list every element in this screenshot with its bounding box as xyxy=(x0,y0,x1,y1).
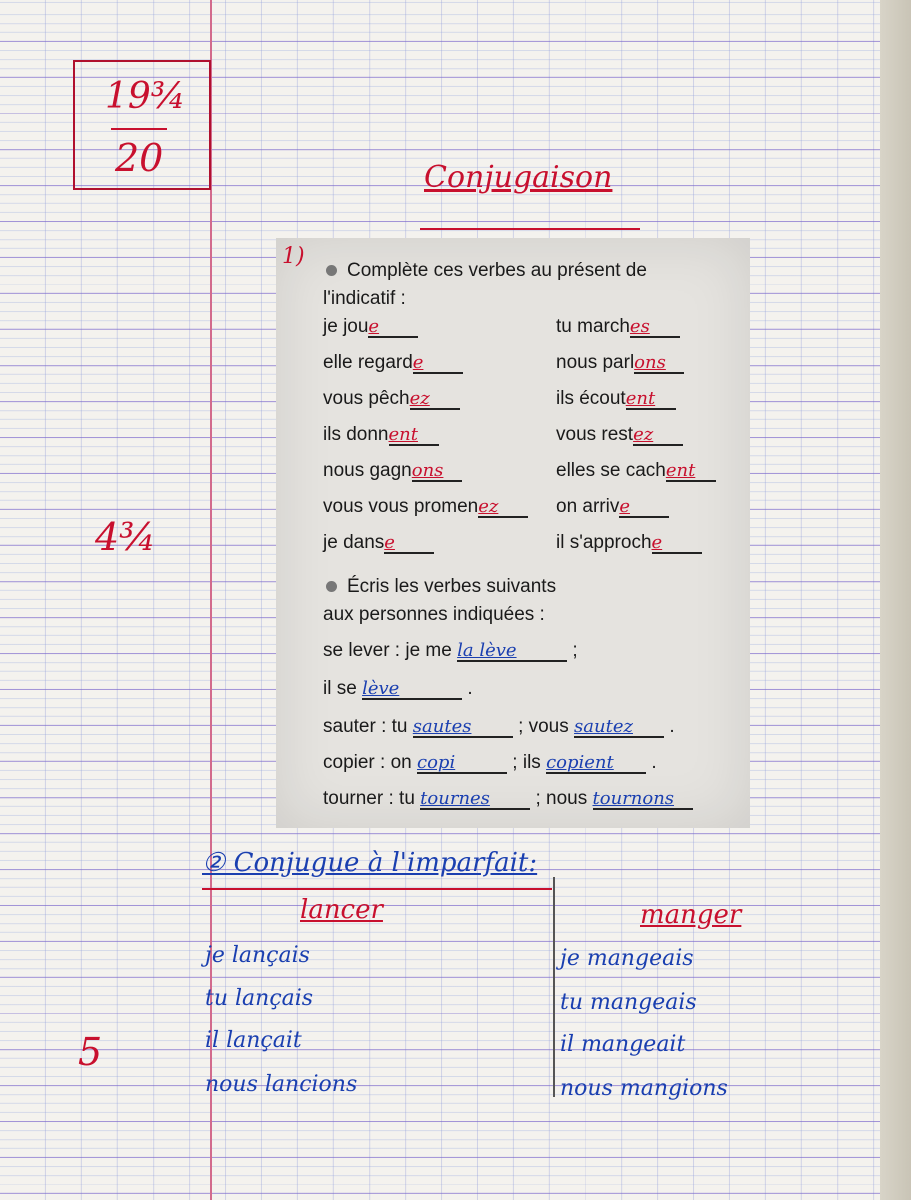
page-title: Conjugaison xyxy=(424,160,613,195)
instruction1-line1: Complète ces verbes au présent de xyxy=(326,260,647,282)
col2-heading: manger xyxy=(640,900,742,930)
part2-line3: sauter : tu sautes ; vous sautez . xyxy=(323,716,675,737)
exercise1-number: 1) xyxy=(282,244,305,269)
col1-heading: lancer xyxy=(300,895,383,925)
exercise2-title: ② Conjugue à l'imparfait: xyxy=(202,848,538,878)
margin-score-exercise1: 4¾ xyxy=(95,515,157,559)
grade-box xyxy=(73,60,211,190)
page-edge xyxy=(880,0,911,1200)
conjugation-manger: il mangeait xyxy=(560,1032,686,1057)
verb-row: on arrive xyxy=(556,496,669,518)
bullet-icon xyxy=(326,265,337,276)
verb-row: nous gagnons xyxy=(323,460,462,482)
verb-row: ils donnent xyxy=(323,424,439,446)
conjugation-lancer: tu lançais xyxy=(205,986,314,1011)
verb-row: vous vous promenez xyxy=(323,496,528,518)
conjugation-manger: tu mangeais xyxy=(560,990,697,1015)
title-underline xyxy=(420,228,640,230)
margin-score-exercise2: 5 xyxy=(78,1030,103,1074)
column-divider xyxy=(553,877,555,1097)
verb-row: je danse xyxy=(323,532,434,554)
instruction2-line1: Écris les verbes suivants xyxy=(326,576,556,598)
part2-line5: tourner : tu tournes ; nous tournons xyxy=(323,788,693,810)
part2-line1: se lever : je me la lève ; xyxy=(323,640,578,661)
part2-line2: il se lève . xyxy=(323,678,473,699)
bullet-icon xyxy=(326,581,337,592)
verb-row: tu marches xyxy=(556,316,680,338)
conjugation-lancer: je lançais xyxy=(205,943,310,968)
exercise1-clipping xyxy=(276,238,750,828)
grade-fraction-bar xyxy=(111,128,167,130)
grade-numerator: 19¾ xyxy=(105,76,186,117)
verb-row: elle regarde xyxy=(323,352,463,374)
verb-row: il s'approche xyxy=(556,532,702,554)
verb-row: ils écoutent xyxy=(556,388,676,410)
conjugation-lancer: il lançait xyxy=(205,1028,302,1053)
grade-denominator: 20 xyxy=(115,136,164,180)
exercise2-underline xyxy=(202,888,552,890)
instruction1-line2: l'indicatif : xyxy=(323,288,406,309)
verb-row: vous pêchez xyxy=(323,388,460,410)
conjugation-manger: nous mangions xyxy=(560,1076,728,1101)
conjugation-manger: je mangeais xyxy=(560,946,694,971)
conjugation-lancer: nous lancions xyxy=(205,1072,358,1097)
part2-line4: copier : on copi ; ils copient . xyxy=(323,752,657,773)
instruction2-line2: aux personnes indiquées : xyxy=(323,604,545,625)
verb-row: je joue xyxy=(323,316,418,338)
verb-row: nous parlons xyxy=(556,352,684,374)
verb-row: elles se cachent xyxy=(556,460,716,482)
verb-row: vous restez xyxy=(556,424,683,446)
